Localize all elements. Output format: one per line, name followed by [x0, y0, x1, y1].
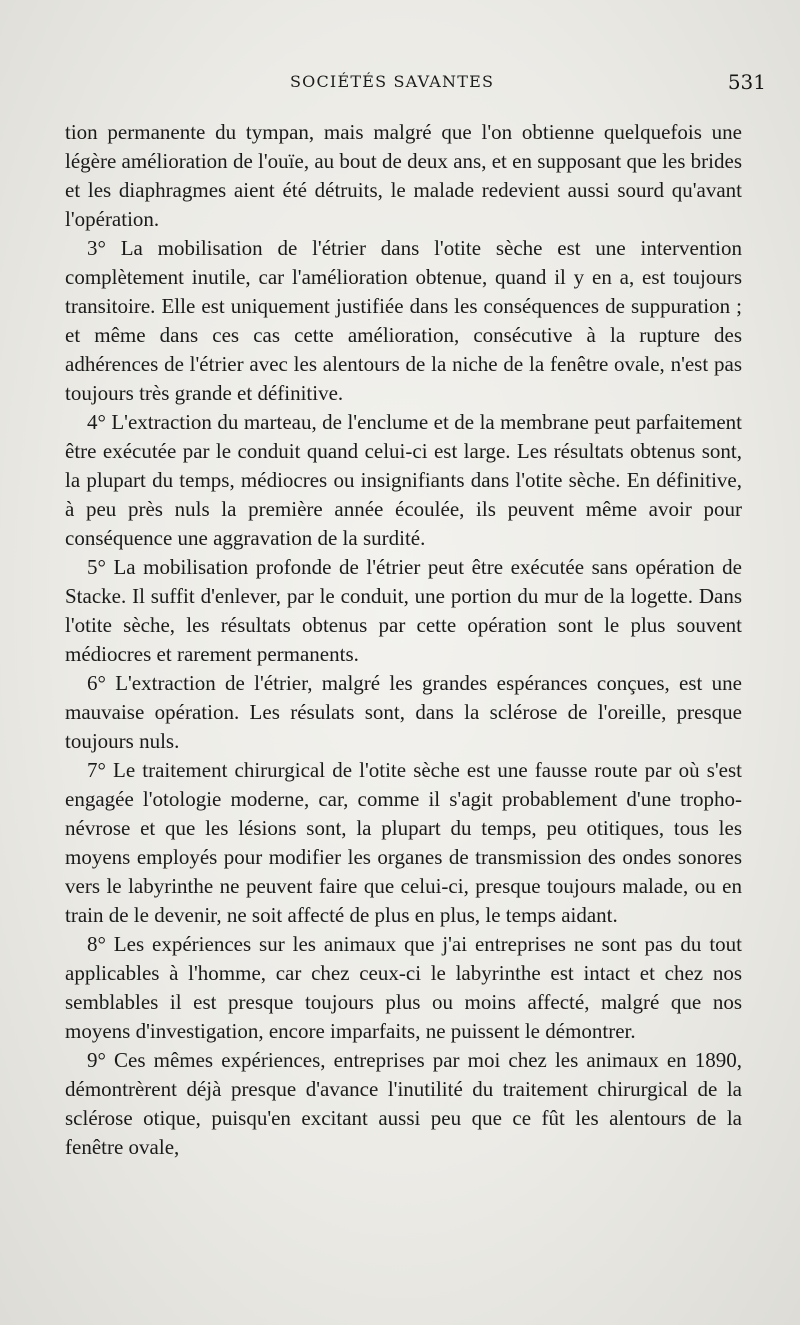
- paragraph-point-9: 9° Ces mêmes expériences, entreprises par moi chez les animaux en 1890, démontrèrent déjà presque d'avance l'inutilité du traitement chirurgical de la sclérose otique, puisqu'en excitant aussi peu que ce fût les alentours de la fenêtre ovale,: [65, 1048, 742, 1159]
- page-number: 531: [727, 70, 766, 94]
- page-header: [0, 72, 800, 102]
- paragraph-point-8: 8° Les expériences sur les animaux que j'ai entreprises ne sont pas du tout applicables à l'homme, car chez ceux-ci le labyrinthe est intact et chez nos semblables il est presque toujours plus ou moins affecté, malgré que nos moyens d'investigation, encore imparfaits, ne puissent le démontrer.: [65, 932, 742, 1043]
- running-title: SOCIÉTÉS SAVANTES: [290, 72, 495, 91]
- paragraph-point-5: 5° La mobilisation profonde de l'étrier peut être exécutée sans opération de Stacke. Il suffit d'enlever, par le conduit, une portion du mur de la logette. Dans l'otite sèche, les résultats obtenus par cette opération sont le plus souvent médiocres et rarement permanents.: [65, 555, 742, 666]
- paragraph-point-6: 6° L'extraction de l'étrier, malgré les grandes espérances conçues, est une mauvaise opération. Les résulats sont, dans la sclérose de l'oreille, presque toujours nuls.: [65, 671, 742, 753]
- paragraph-point-7: 7° Le traitement chirurgical de l'otite sèche est une fausse route par où s'est engagée l'otologie moderne, car, comme il s'agit probablement d'une tropho-névrose et que les lésions sont, la plupart du temps, peu otitiques, tous les moyens employés pour modifier les organes de transmission des ondes sonores vers le labyrinthe ne peuvent faire que celui-ci, presque toujours malade, ou en train de le devenir, ne soit affecté de plus en plus, le temps aidant.: [65, 758, 742, 927]
- paragraph-point-3: 3° La mobilisation de l'étrier dans l'otite sèche est une intervention complètement inutile, car l'amélioration obtenue, quand il y en a, est toujours transitoire. Elle est uniquement justifiée dans les conséquences de suppuration ; et même dans ces cas cette amélioration, consécutive à la rupture des adhérences de l'étrier avec les alentours de la niche de la fenêtre ovale, n'est pas toujours très grande et définitive.: [65, 236, 742, 405]
- paragraph-point-4: 4° L'extraction du marteau, de l'enclume et de la membrane peut parfaitement être exécutée par le conduit quand celui-ci est large. Les résultats obtenus sont, la plupart du temps, médiocres ou insignifiants dans l'otite sèche. En définitive, à peu près nuls la première année écoulée, ils peuvent même avoir pour conséquence une aggravation de la surdité.: [65, 410, 742, 550]
- body-text: [65, 118, 742, 1162]
- paragraph-continuation: tion permanente du tympan, mais malgré que l'on obtienne quelquefois une légère amélioration de l'ouïe, au bout de deux ans, et en supposant que les brides et les diaphragmes aient été détruits, le malade redevient aussi sourd qu'avant l'opération.: [65, 120, 742, 231]
